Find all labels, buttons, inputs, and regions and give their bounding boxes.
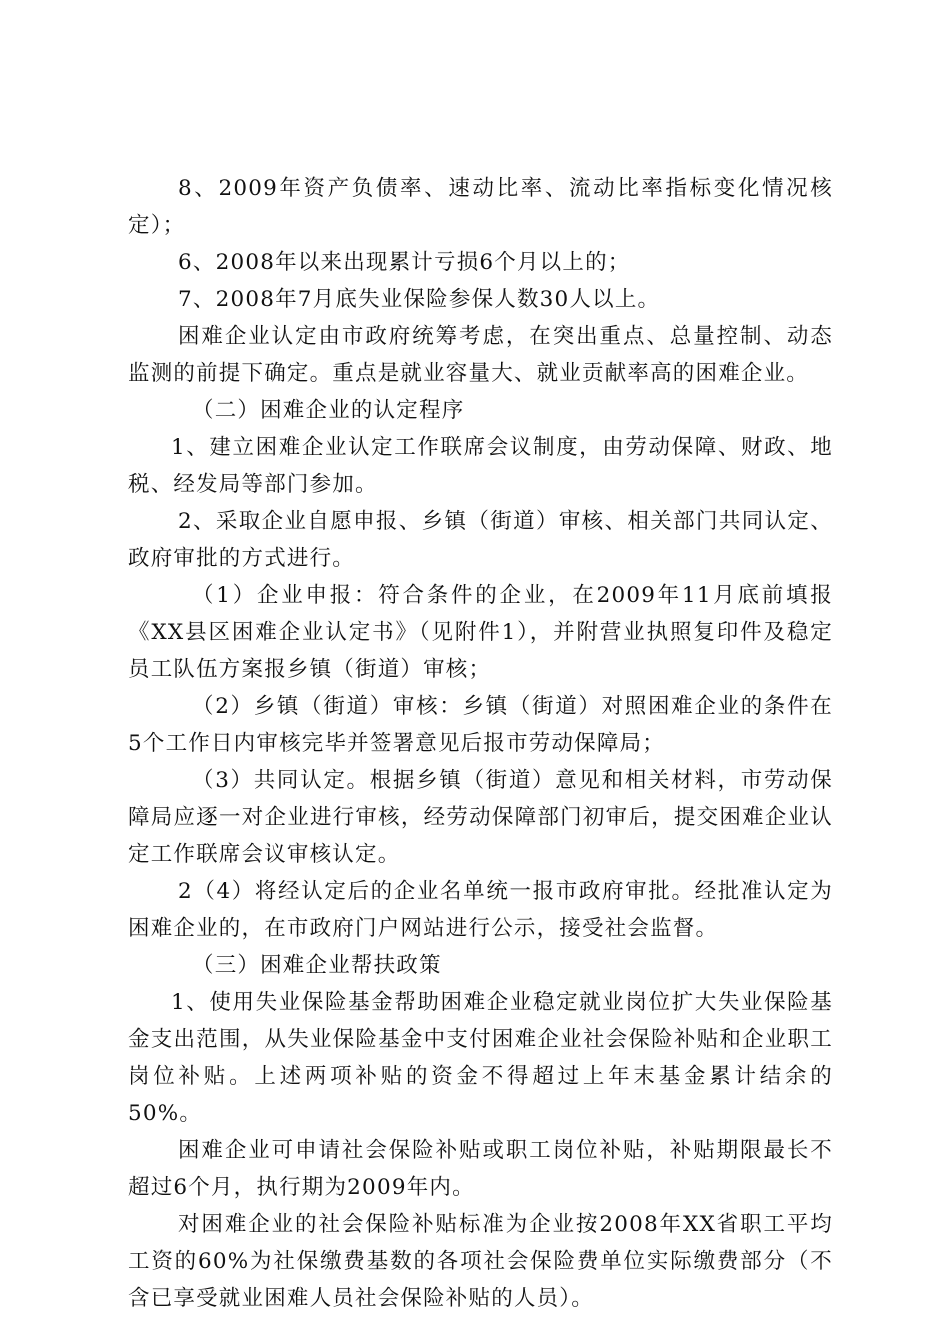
paragraph-scope: 困难企业认定由市政府统筹考虑，在突出重点、总量控制、动态监测的前提下确定。重点是就业容量大、就业贡献率高的困难企业。 (128, 324, 833, 386)
paragraph-step-4: 2（4）将经认定后的企业名单统一报市政府审批。经批准认定为困难企业的，在市政府门户网站进行公示，接受社会监督。 (128, 879, 833, 941)
paragraph-subsidy-period: 困难企业可申请社会保险补贴或职工岗位补贴，补贴期限最长不超过6个月，执行期为2009年内。 (128, 1138, 833, 1200)
section-heading-3: （三）困难企业帮扶政策 (192, 953, 442, 978)
paragraph-subsidy-standard: 对困难企业的社会保险补贴标准为企业按2008年XX省职工平均工资的60%为社保缴费基数的各项社会保险费单位实际缴费部分（不含已享受就业困难人员社会保险补贴的人员）。 (128, 1212, 833, 1311)
paragraph-item-8: 8、2009年资产负债率、速动比率、流动比率指标变化情况核定）； (128, 176, 833, 238)
paragraph-procedure-1: 1、建立困难企业认定工作联席会议制度，由劳动保障、财政、地税、经发局等部门参加。 (128, 435, 833, 497)
document-body (128, 170, 833, 1317)
section-heading-2: （二）困难企业的认定程序 (192, 398, 465, 423)
paragraph-step-2: （2）乡镇（街道）审核：乡镇（街道）对照困难企业的条件在5个工作日内审核完毕并签署意见后报市劳动保障局； (128, 694, 833, 756)
paragraph-step-3: （3）共同认定。根据乡镇（街道）意见和相关材料，市劳动保障局应逐一对企业进行审核，经劳动保障部门初审后，提交困难企业认定工作联席会议审核认定。 (128, 768, 833, 867)
paragraph-item-6: 6、2008年以来出现累计亏损6个月以上的； (178, 250, 631, 275)
paragraph-policy-1: 1、使用失业保险基金帮助困难企业稳定就业岗位扩大失业保险基金支出范围，从失业保险基金中支付困难企业社会保险补贴和企业职工岗位补贴。上述两项补贴的资金不得超过上年末基金累计结余的50%。 (128, 990, 833, 1126)
paragraph-item-7: 7、2008年7月底失业保险参保人数30人以上。 (178, 287, 661, 312)
paragraph-procedure-2: 2、采取企业自愿申报、乡镇（街道）审核、相关部门共同认定、政府审批的方式进行。 (128, 509, 833, 571)
paragraph-step-1: （1）企业申报：符合条件的企业，在2009年11月底前填报《XX县区困难企业认定书》（见附件1），并附营业执照复印件及稳定员工队伍方案报乡镇（街道）审核； (128, 583, 833, 682)
